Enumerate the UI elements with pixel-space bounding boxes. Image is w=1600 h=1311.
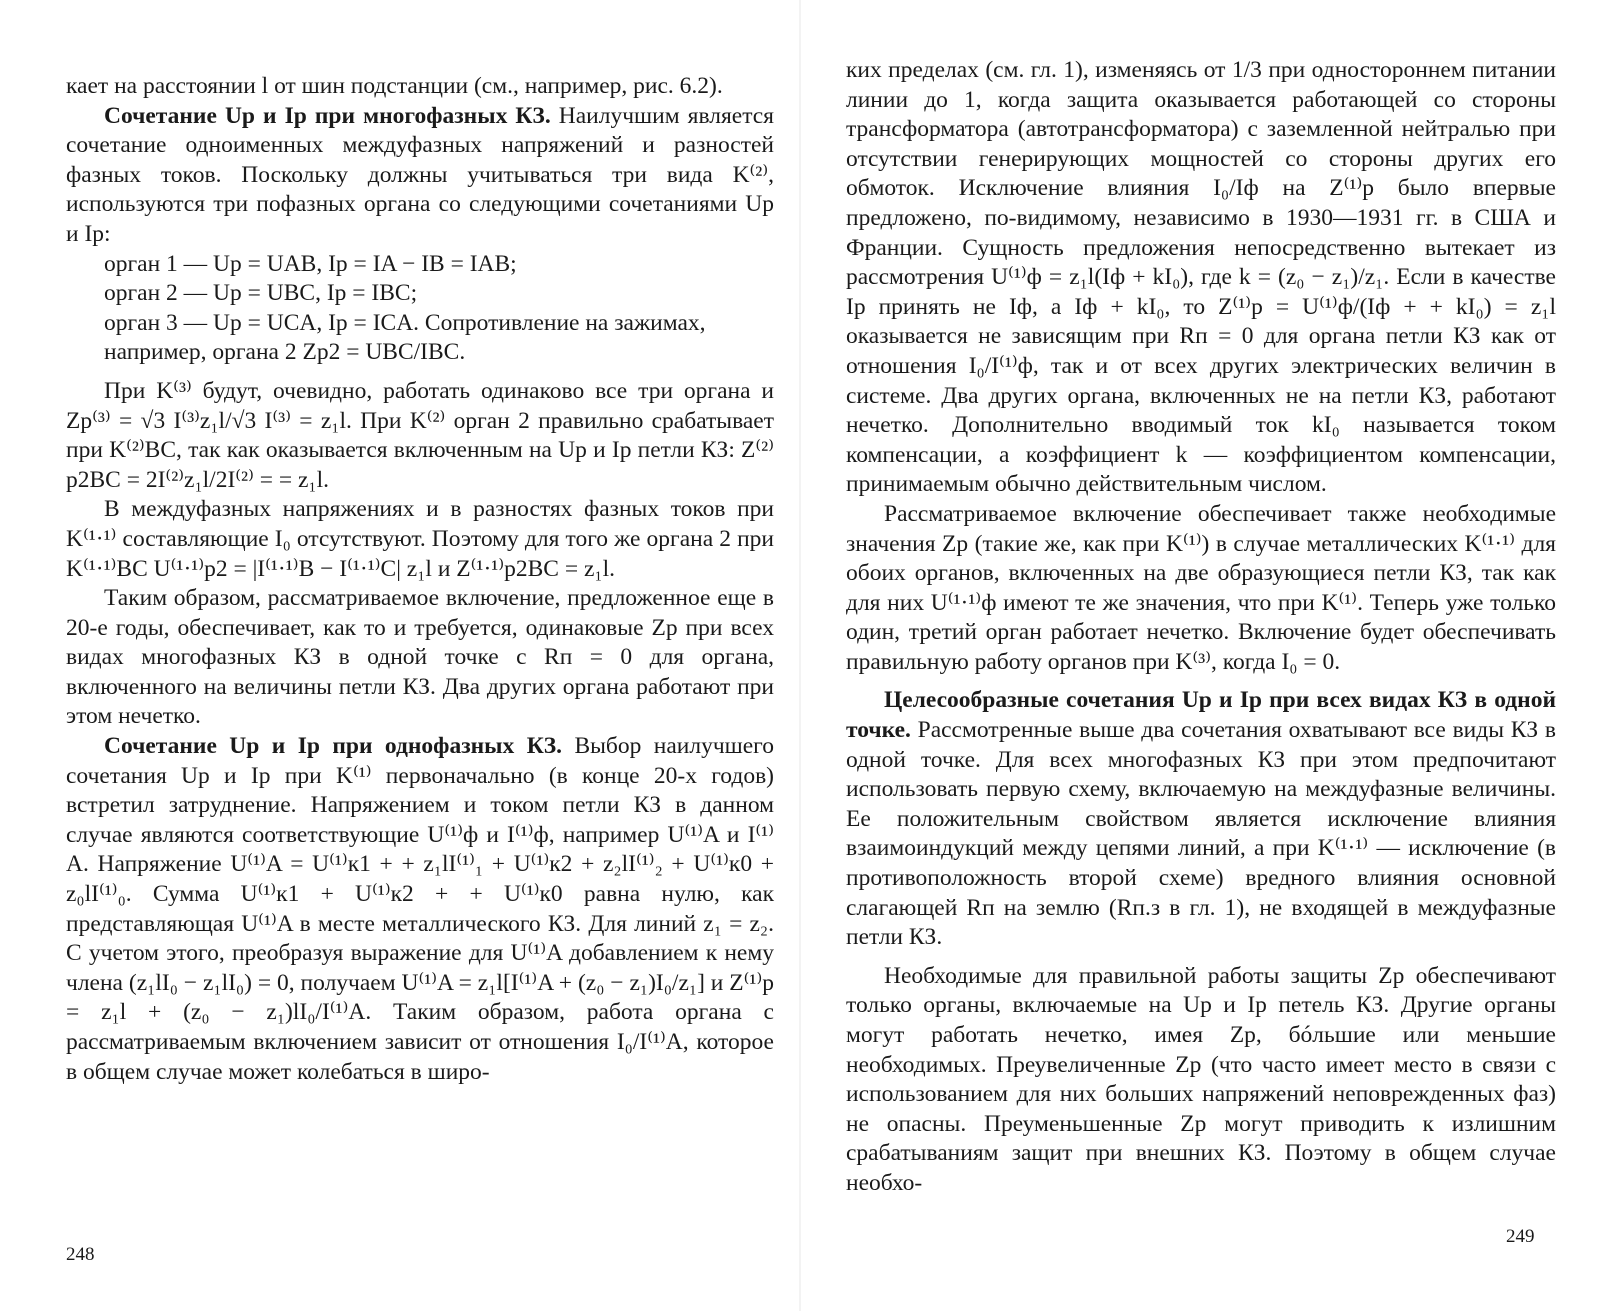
- right-paragraph-3-text: Рассмотренные выше два сочетания охватывают все виды КЗ в одной точке. Для всех многофазных КЗ при этом предпочитают использовать первую схему, включаемую на междуфазные величины. Ее положительным свойством является исключение влияния взаимоиндукций между цепями линий, а при K⁽¹·¹⁾ — исключение (в противоположность второй схеме) вредного влияния основной слагающей Rп на землю (Rп.з в гл. 1), не входящей в междуфазные петли КЗ.: [846, 717, 1556, 951]
- right-text-column: [846, 56, 1556, 1199]
- right-paragraph-1: ких пределах (см. гл. 1), изменяясь от 1/3 при одностороннем питании линии до 1, когда защита оказывается работающей со стороны трансформатора (автотрансформатора) с заземленной нейтралью при отсутствии генерирующих мощностей со стороны других его обмоток. Исключение влияния I₀/Iф на Z⁽¹⁾р было впервые предложено, по-видимому, независимо в 1930—1931 гг. в США и Франции. Сущность предложения непосредственно вытекает из рассмотрения U⁽¹⁾ф = z₁l(Iф + kI₀), где k = (z₀ − z₁)/z₁. Если в качестве Iр принять не Iф, а Iф + kI₀, то Z⁽¹⁾р = U⁽¹⁾ф/(Iф + + kI₀) = z₁l оказывается не зависящим при Rп = 0 для органа петли КЗ как от отношения I₀/I⁽¹⁾ф, так и от всех других электрических величин в системе. Два других органа, включенных не на петли КЗ, работают нечетко. Дополнительно вводимый ток kI₀ называется током компенсации, а коэффициент k — коэффициентом компенсации, принимаемым обычно действительным числом.: [846, 57, 1556, 498]
- left-text-column: [66, 72, 774, 1087]
- organ-3-line: орган 3 — Uр = UCA, Iр = ICA. Сопротивление на зажимах, например, органа 2 Zр2 = UBC/IBC.: [104, 309, 706, 366]
- organ-1-line: орган 1 — Uр = UAB, Iр = IA − IB = IAB;: [104, 250, 517, 277]
- right-paragraph-2: Рассматриваемое включение обеспечивает также необходимые значения Zр (такие же, как при K⁽¹⁾) в случае металлических K⁽¹·¹⁾ для обоих органов, включенных на две образующиеся петли КЗ, так как для них U⁽¹·¹⁾ф имеют те же значения, что при K⁽¹⁾. Теперь уже только один, третий орган работает нечетко. Включение будет обеспечивать правильную работу органов при K⁽³⁾, когда I₀ = 0.: [846, 500, 1556, 675]
- right-paragraph-4: Необходимые для правильной работы защиты Zр обеспечивают только органы, включаемые на Uр и Iр петель КЗ. Другие органы могут работать нечетко, имея Zр, бóльшие или меньшие необходимых. Преувеличенные Zр (что часто имеет место в связи с использованием для них больших напряжений неповрежденных фаз) не опасны. Преуменьшенные Zр могут приводить к излишним срабатываниям защит при внешних КЗ. Поэтому в общем случае необхо-: [846, 962, 1556, 1196]
- left-paragraph-2-text: Наилучшим является сочетание одноименных междуфазных напряжений и разностей фазных токов. Поскольку должны учитываться три вида K⁽²⁾, используются три пофазных органа со следующими сочетаниями Uр и Iр:: [66, 102, 774, 247]
- left-paragraph-2: [66, 102, 774, 250]
- left-paragraph-6: [66, 732, 774, 1087]
- left-paragraph-4: В междуфазных напряжениях и в разностях фазных токов при K⁽¹·¹⁾ составляющие I₀ отсутствуют. Поэтому для того же органа 2 при K⁽¹·¹⁾BC U⁽¹·¹⁾р2 = |I⁽¹·¹⁾B − I⁽¹·¹⁾C| z₁l и Z⁽¹·¹⁾р2BC = z₁l.: [66, 496, 774, 582]
- right-page: [800, 0, 1600, 1311]
- page-number-left: 248: [66, 1244, 95, 1265]
- page-number-right: 249: [1506, 1226, 1535, 1247]
- left-paragraph-5: Таким образом, рассматриваемое включение, предложенное еще в 20-е годы, обеспечивает, как то и требуется, одинаковые Zр при всех видах многофазных КЗ в одной точке с Rп = 0 для органа, включенного на величины петли КЗ. Два других органа работают при этом нечетко.: [66, 585, 774, 730]
- left-paragraph-6-text: Выбор наилучшего сочетания Uр и Iр при K⁽¹⁾ первоначально (в конце 20-х годов) встретил затруднение. Напряжением и током петли КЗ в данном случае являются соответствующие U⁽¹⁾ф и I⁽¹⁾ф, например U⁽¹⁾A и I⁽¹⁾A. Напряжение U⁽¹⁾A = U⁽¹⁾к1 + + z₁lI⁽¹⁾₁ + U⁽¹⁾к2 + z₂lI⁽¹⁾₂ + U⁽¹⁾к0 + z₀lI⁽¹⁾₀. Сумма U⁽¹⁾к1 + U⁽¹⁾к2 + + U⁽¹⁾к0 равна нулю, как представляющая U⁽¹⁾A в месте металлического КЗ. Для линий z₁ = z₂. С учетом этого, преобразуя выражение для U⁽¹⁾A добавлением к нему члена (z₁lI₀ − z₁lI₀) = 0, получаем U⁽¹⁾A = z₁l[I⁽¹⁾A + (z₀ − z₁)I₀/z₁] и Z⁽¹⁾р = z₁l + (z₀ − z₁)lI₀/I⁽¹⁾A. Таким образом, работа органа с рассматриваемым включением зависит от отношения I₀/I⁽¹⁾A, которое в общем случае может колебаться в широ-: [66, 733, 774, 1085]
- left-paragraph-3: При K⁽³⁾ будут, очевидно, работать одинаково все три органа и Zр⁽³⁾ = √3 I⁽³⁾z₁l/√3 I⁽³⁾ = z₁l. При K⁽²⁾ орган 2 правильно срабатывает при K⁽²⁾BC, так как оказывается включенным на Uр и Iр петли КЗ: Z⁽²⁾р2BC = 2I⁽²⁾z₁l/2I⁽²⁾ = = z₁l.: [66, 377, 774, 493]
- left-paragraph-1: кает на расстоянии l от шин подстанции (см., например, рис. 6.2).: [66, 73, 723, 99]
- right-paragraph-3: [846, 686, 1556, 952]
- organ-2-line: орган 2 — Uр = UBC, Iр = IBC;: [104, 280, 418, 307]
- section-heading-all-faults: Целесообразные сочетания Uр и Iр при всех видах КЗ в одной точке.: [846, 687, 1556, 744]
- section-heading-singlephase: Сочетание Uр и Iр при однофазных КЗ.: [104, 733, 563, 760]
- section-heading-multiphase: Сочетание Uр и Iр при многофазных КЗ.: [104, 102, 551, 129]
